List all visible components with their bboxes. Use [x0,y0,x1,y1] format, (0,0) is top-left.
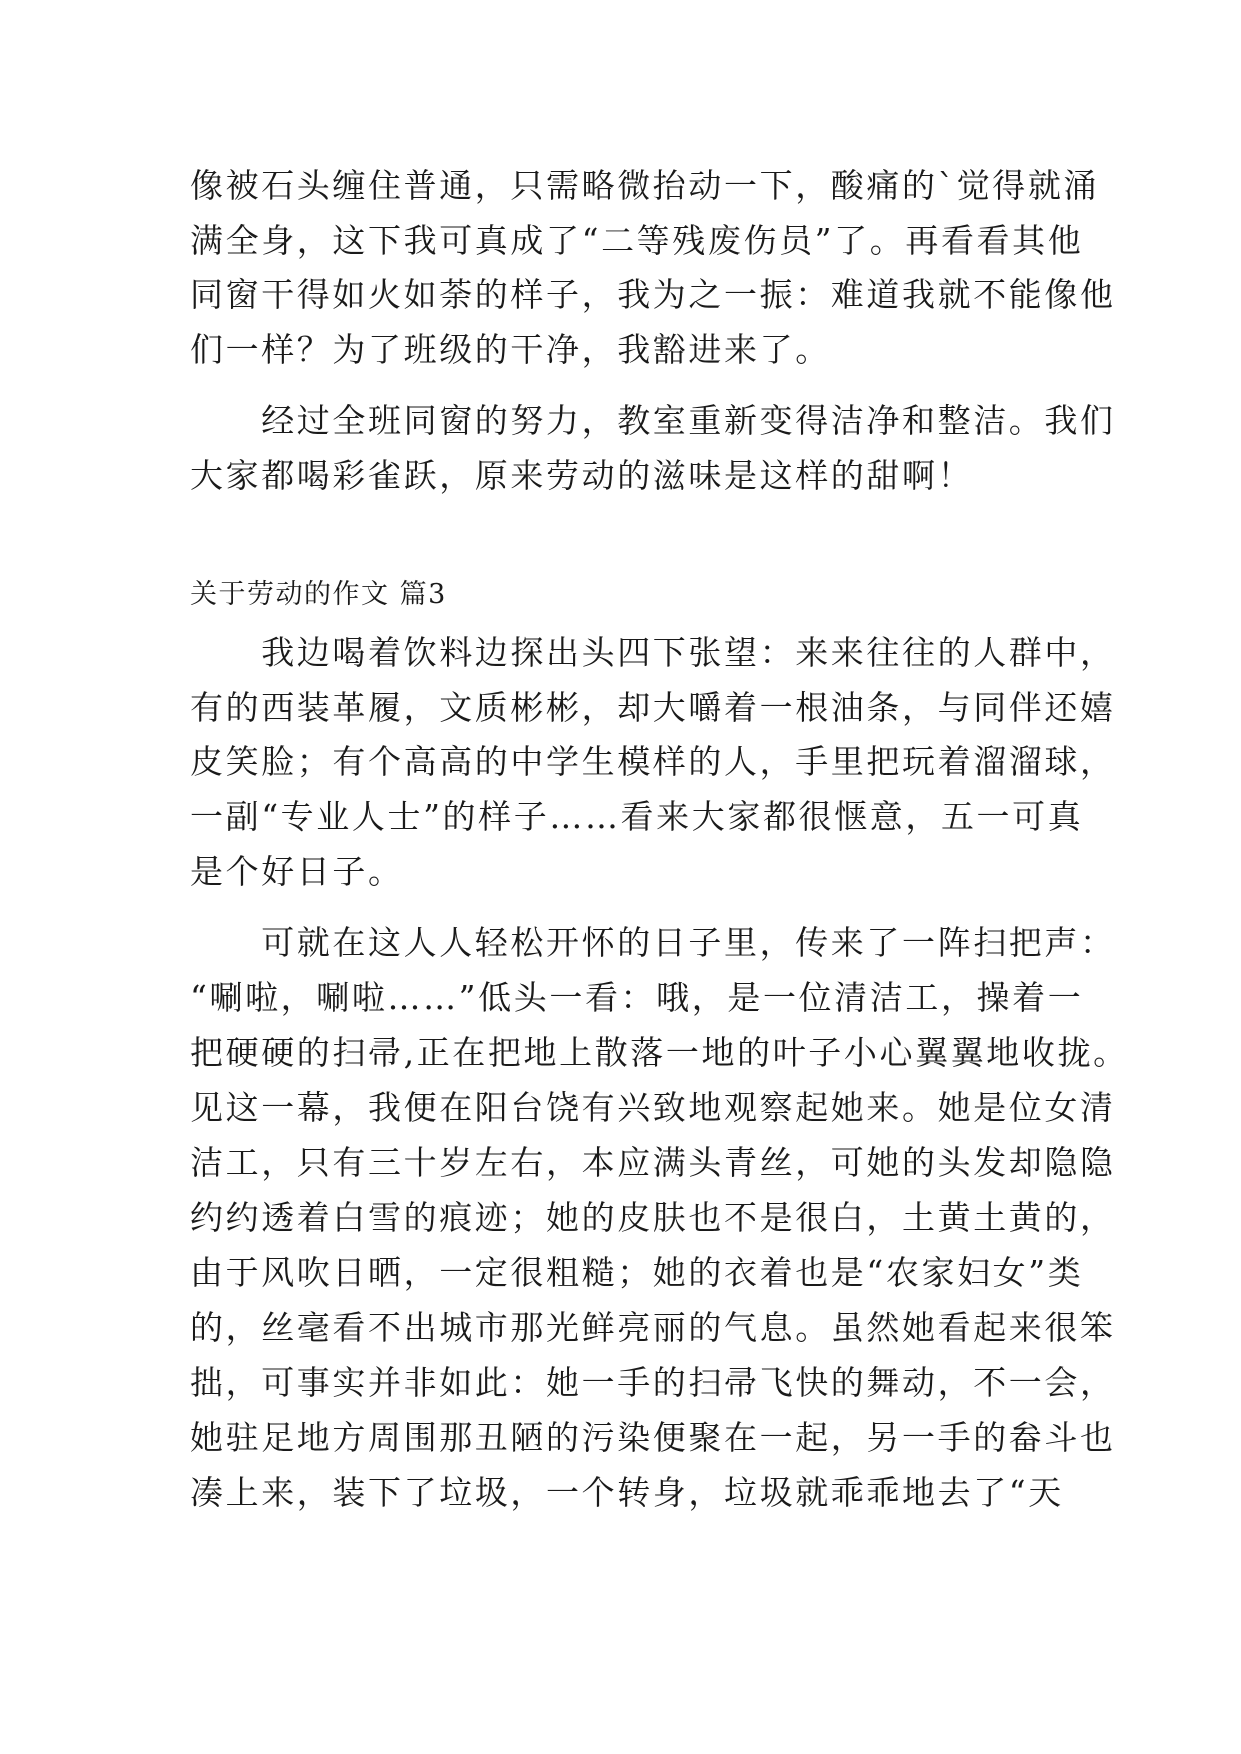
paragraph-line: 是个好日子。 [190,852,404,891]
paragraph-line: 同窗干得如火如荼的样子，我为之一振：难道我就不能像他 [190,275,1116,314]
paragraph-line: 由于风吹日晒，一定很粗糙；她的衣着也是“农家妇女”类 [190,1253,1084,1292]
paragraph-line: 一副“专业人士”的样子……看来大家都很惬意，五一可真 [190,797,1084,836]
paragraph-line: 经过全班同窗的努力，教室重新变得洁净和整洁。我们 [190,401,1116,440]
paragraph-line: 凑上来，装下了垃圾，一个转身，垃圾就乖乖地去了“天 [190,1473,1064,1512]
paragraph-line: 的，丝毫看不出城市那光鲜亮丽的气息。虽然她看起来很笨 [190,1308,1116,1347]
paragraph-line: 满全身，这下我可真成了“二等残废伤员”了。再看看其他 [190,221,1084,260]
paragraph-line: 像被石头缠住普通，只需略微抬动一下，酸痛的`觉得就涌 [190,166,1100,205]
paragraph-line: 洁工，只有三十岁左右，本应满头青丝，可她的头发却隐隐 [190,1143,1116,1182]
paragraph-line: 她驻足地方周围那丑陋的污染便聚在一起，另一手的畚斗也 [190,1418,1116,1457]
paragraph-line: “唰啦，唰啦……”低头一看：哦，是一位清洁工，操着一 [190,978,1084,1017]
paragraph-line: 把硬硬的扫帚,正在把地上散落一地的叶子小心翼翼地收拢。 [190,1033,1129,1072]
paragraph-line: 见这一幕，我便在阳台饶有兴致地观察起她来。她是位女清 [190,1088,1116,1127]
paragraph-line: 有的西装革履，文质彬彬，却大嚼着一根油条，与同伴还嬉 [190,688,1116,727]
paragraph-line: 可就在这人人轻松开怀的日子里，传来了一阵扫把声： [190,923,1116,962]
paragraph-line: 大家都喝彩雀跃，原来劳动的滋味是这样的甜啊！ [190,456,974,495]
paragraph-line: 皮笑脸；有个高高的中学生模样的人，手里把玩着溜溜球， [190,742,1116,781]
paragraph-line: 我边喝着饮料边探出头四下张望：来来往往的人群中， [190,633,1116,672]
paragraph-line: 约约透着白雪的痕迹；她的皮肤也不是很白，土黄土黄的， [190,1198,1116,1237]
section-heading: 关于劳动的作文 篇3 [190,579,447,610]
paragraph-line: 拙，可事实并非如此：她一手的扫帚飞快的舞动，不一会， [190,1363,1116,1402]
paragraph-line: 们一样？为了班级的干净，我豁进来了。 [190,330,831,369]
